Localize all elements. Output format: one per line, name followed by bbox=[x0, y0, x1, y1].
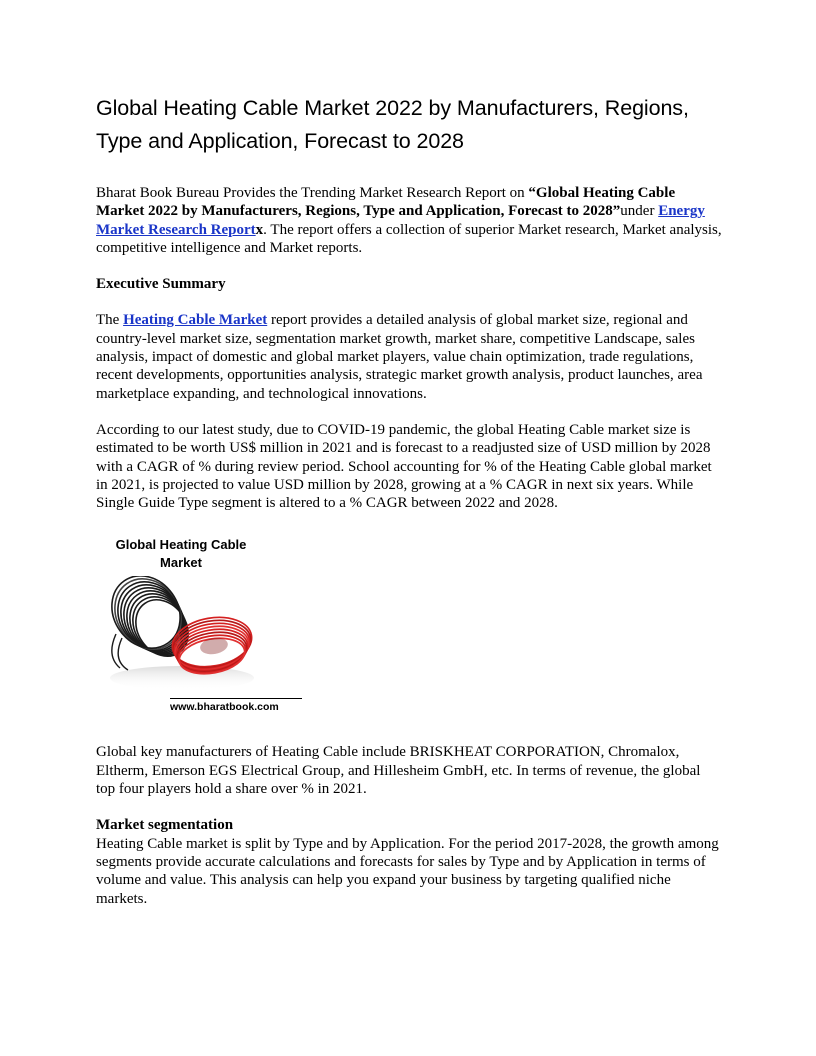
intro-report-title: “Global Heating Cable Market 2022 by Manufacturers, Regions, Type and Application, Forecast to 2028” bbox=[96, 185, 676, 220]
summary-suffix: report provides a detailed analysis of global market size, regional and country-level market size, segmentation market growth, market share, competitive Landscape, sales analysis, impact of domestic and global market players, value chain optimization, trade regulations, recent developments, opportunities analysis, strategic market growth analysis, product launches, area marketplace expanding, and technological innovations. bbox=[96, 312, 703, 402]
black-cable-coil bbox=[102, 576, 199, 670]
intro-paragraph bbox=[96, 184, 722, 257]
covid-study-paragraph: According to our latest study, due to COVID-19 pandemic, the global Heating Cable market size is estimated to be worth US$ million in 2021 and is forecast to a readjusted size of USD million by 2028 with a CAGR of % during review period. School accounting for % of the Heating Cable global market in 2021, is projected to value USD million by 2028, growing at a % CAGR in next six years. While Single Guide Type segment is altered to a % CAGR between 2022 and 2028. bbox=[96, 421, 712, 512]
manufacturers-paragraph: Global key manufacturers of Heating Cable include BRISKHEAT CORPORATION, Chromalox, Eltherm, Emerson EGS Electrical Group, and Hillesheim GmbH, etc. In terms of revenue, the global top four players hold a share over % in 2021. bbox=[96, 744, 701, 798]
market-figure bbox=[98, 530, 308, 725]
summary-prefix: The bbox=[96, 312, 124, 329]
executive-summary-heading: Executive Summary bbox=[96, 276, 226, 293]
figure-title-line2: Market bbox=[160, 555, 202, 571]
figure-title-line1: Global Heating Cable bbox=[115, 537, 247, 553]
intro-suffix: . The report offers a collection of superior Market research, Market analysis, competitive intelligence and Market reports. bbox=[96, 221, 722, 256]
executive-summary-paragraph bbox=[96, 311, 722, 402]
figure-title bbox=[98, 536, 264, 572]
figure-website-url: www.bharatbook.com bbox=[170, 701, 279, 714]
document-title: Global Heating Cable Market 2022 by Manufacturers, Regions, Type and Application, Forecast to 2028 bbox=[96, 96, 689, 153]
intro-prefix: Bharat Book Bureau Provides the Trending Market Research Report on bbox=[96, 185, 529, 201]
market-segmentation-paragraph: Heating Cable market is split by Type and by Application. For the period 2017-2028, the growth among segments provide accurate calculations and forecasts for sales by Type and by Application in terms of volume and value. This analysis can help you expand your business by targeting qualified niche markets. bbox=[96, 835, 719, 907]
heating-cable-market-link[interactable]: Heating Cable Market bbox=[123, 312, 268, 329]
document-page bbox=[96, 92, 722, 908]
energy-market-research-link[interactable]: Energy Market Research Report bbox=[96, 203, 705, 238]
market-segmentation-heading: Market segmentation bbox=[96, 817, 234, 834]
intro-x: x bbox=[255, 221, 264, 238]
figure-divider bbox=[170, 698, 302, 699]
intro-under: under bbox=[620, 203, 659, 220]
cable-coils-image bbox=[102, 576, 262, 694]
